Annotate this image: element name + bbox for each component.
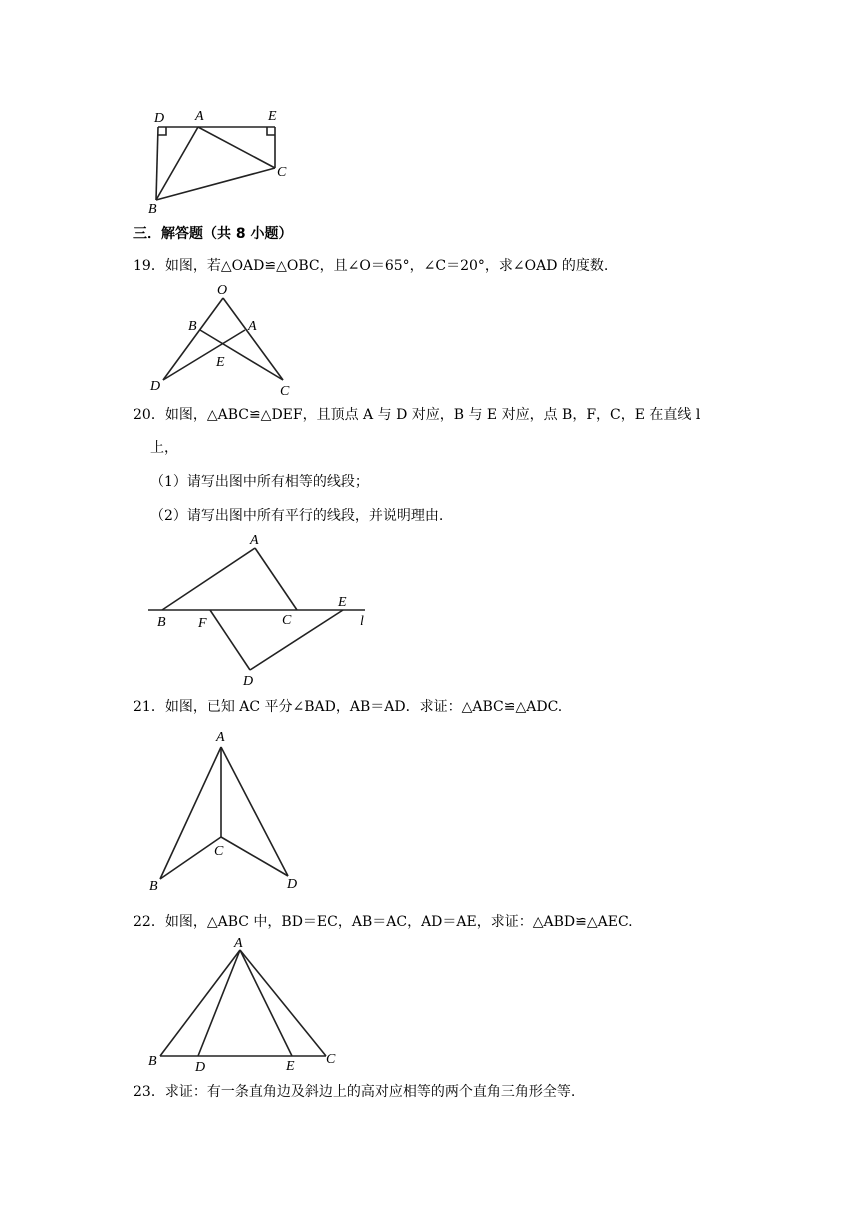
figure-21 bbox=[140, 725, 320, 900]
label-B: B bbox=[148, 202, 157, 215]
label-A: A bbox=[216, 730, 225, 745]
section-title: 三．解答题（共 8 小题） bbox=[133, 226, 293, 242]
figure-19 bbox=[145, 280, 305, 400]
label-C: C bbox=[326, 1052, 336, 1067]
label-E: E bbox=[268, 109, 277, 124]
label-D: D bbox=[150, 379, 161, 394]
label-A: A bbox=[195, 109, 204, 124]
figure-22 bbox=[140, 935, 350, 1075]
question-21: 21．如图，已知 AC 平分∠BAD，AB＝AD．求证：△ABC≌△ADC. bbox=[133, 699, 563, 715]
question-23: 23．求证：有一条直角边及斜边上的高对应相等的两个直角三角形全等. bbox=[133, 1084, 576, 1100]
label-B: B bbox=[188, 319, 197, 334]
label-C: C bbox=[214, 844, 224, 859]
label-F: F bbox=[198, 616, 207, 631]
label-D: D bbox=[243, 674, 254, 688]
label-B: B bbox=[148, 1054, 157, 1069]
label-D: D bbox=[195, 1060, 206, 1075]
label-C: C bbox=[277, 165, 287, 180]
label-D: D bbox=[154, 111, 165, 126]
label-E: E bbox=[338, 595, 347, 610]
question-20-line2: 上， bbox=[150, 440, 178, 456]
label-A: A bbox=[234, 936, 243, 951]
label-E: E bbox=[216, 355, 225, 370]
question-20-part2: （2）请写出图中所有平行的线段，并说明理由. bbox=[150, 508, 444, 524]
label-B: B bbox=[149, 879, 158, 894]
question-22: 22．如图，△ABC 中，BD＝EC，AB＝AC，AD＝AE，求证：△ABD≌△AEC. bbox=[133, 914, 633, 930]
label-D: D bbox=[287, 877, 298, 892]
label-A: A bbox=[250, 533, 259, 548]
question-19: 19．如图，若△OAD≌△OBC，且∠O＝65°，∠C＝20°，求∠OAD 的度数. bbox=[133, 258, 609, 274]
label-A: A bbox=[248, 319, 257, 334]
label-E: E bbox=[286, 1059, 295, 1074]
label-l: l bbox=[360, 614, 364, 629]
label-B: B bbox=[157, 615, 166, 630]
label-C: C bbox=[282, 613, 292, 628]
figure-20 bbox=[140, 528, 380, 688]
question-20-line1: 20．如图，△ABC≌△DEF，且顶点 A 与 D 对应，B 与 E 对应，点 B，F，C，E 在直线 l bbox=[133, 407, 701, 423]
question-20-part1: （1）请写出图中所有相等的线段； bbox=[150, 474, 369, 490]
figure-18 bbox=[140, 100, 300, 215]
label-O: O bbox=[217, 283, 228, 298]
label-C: C bbox=[280, 384, 290, 399]
